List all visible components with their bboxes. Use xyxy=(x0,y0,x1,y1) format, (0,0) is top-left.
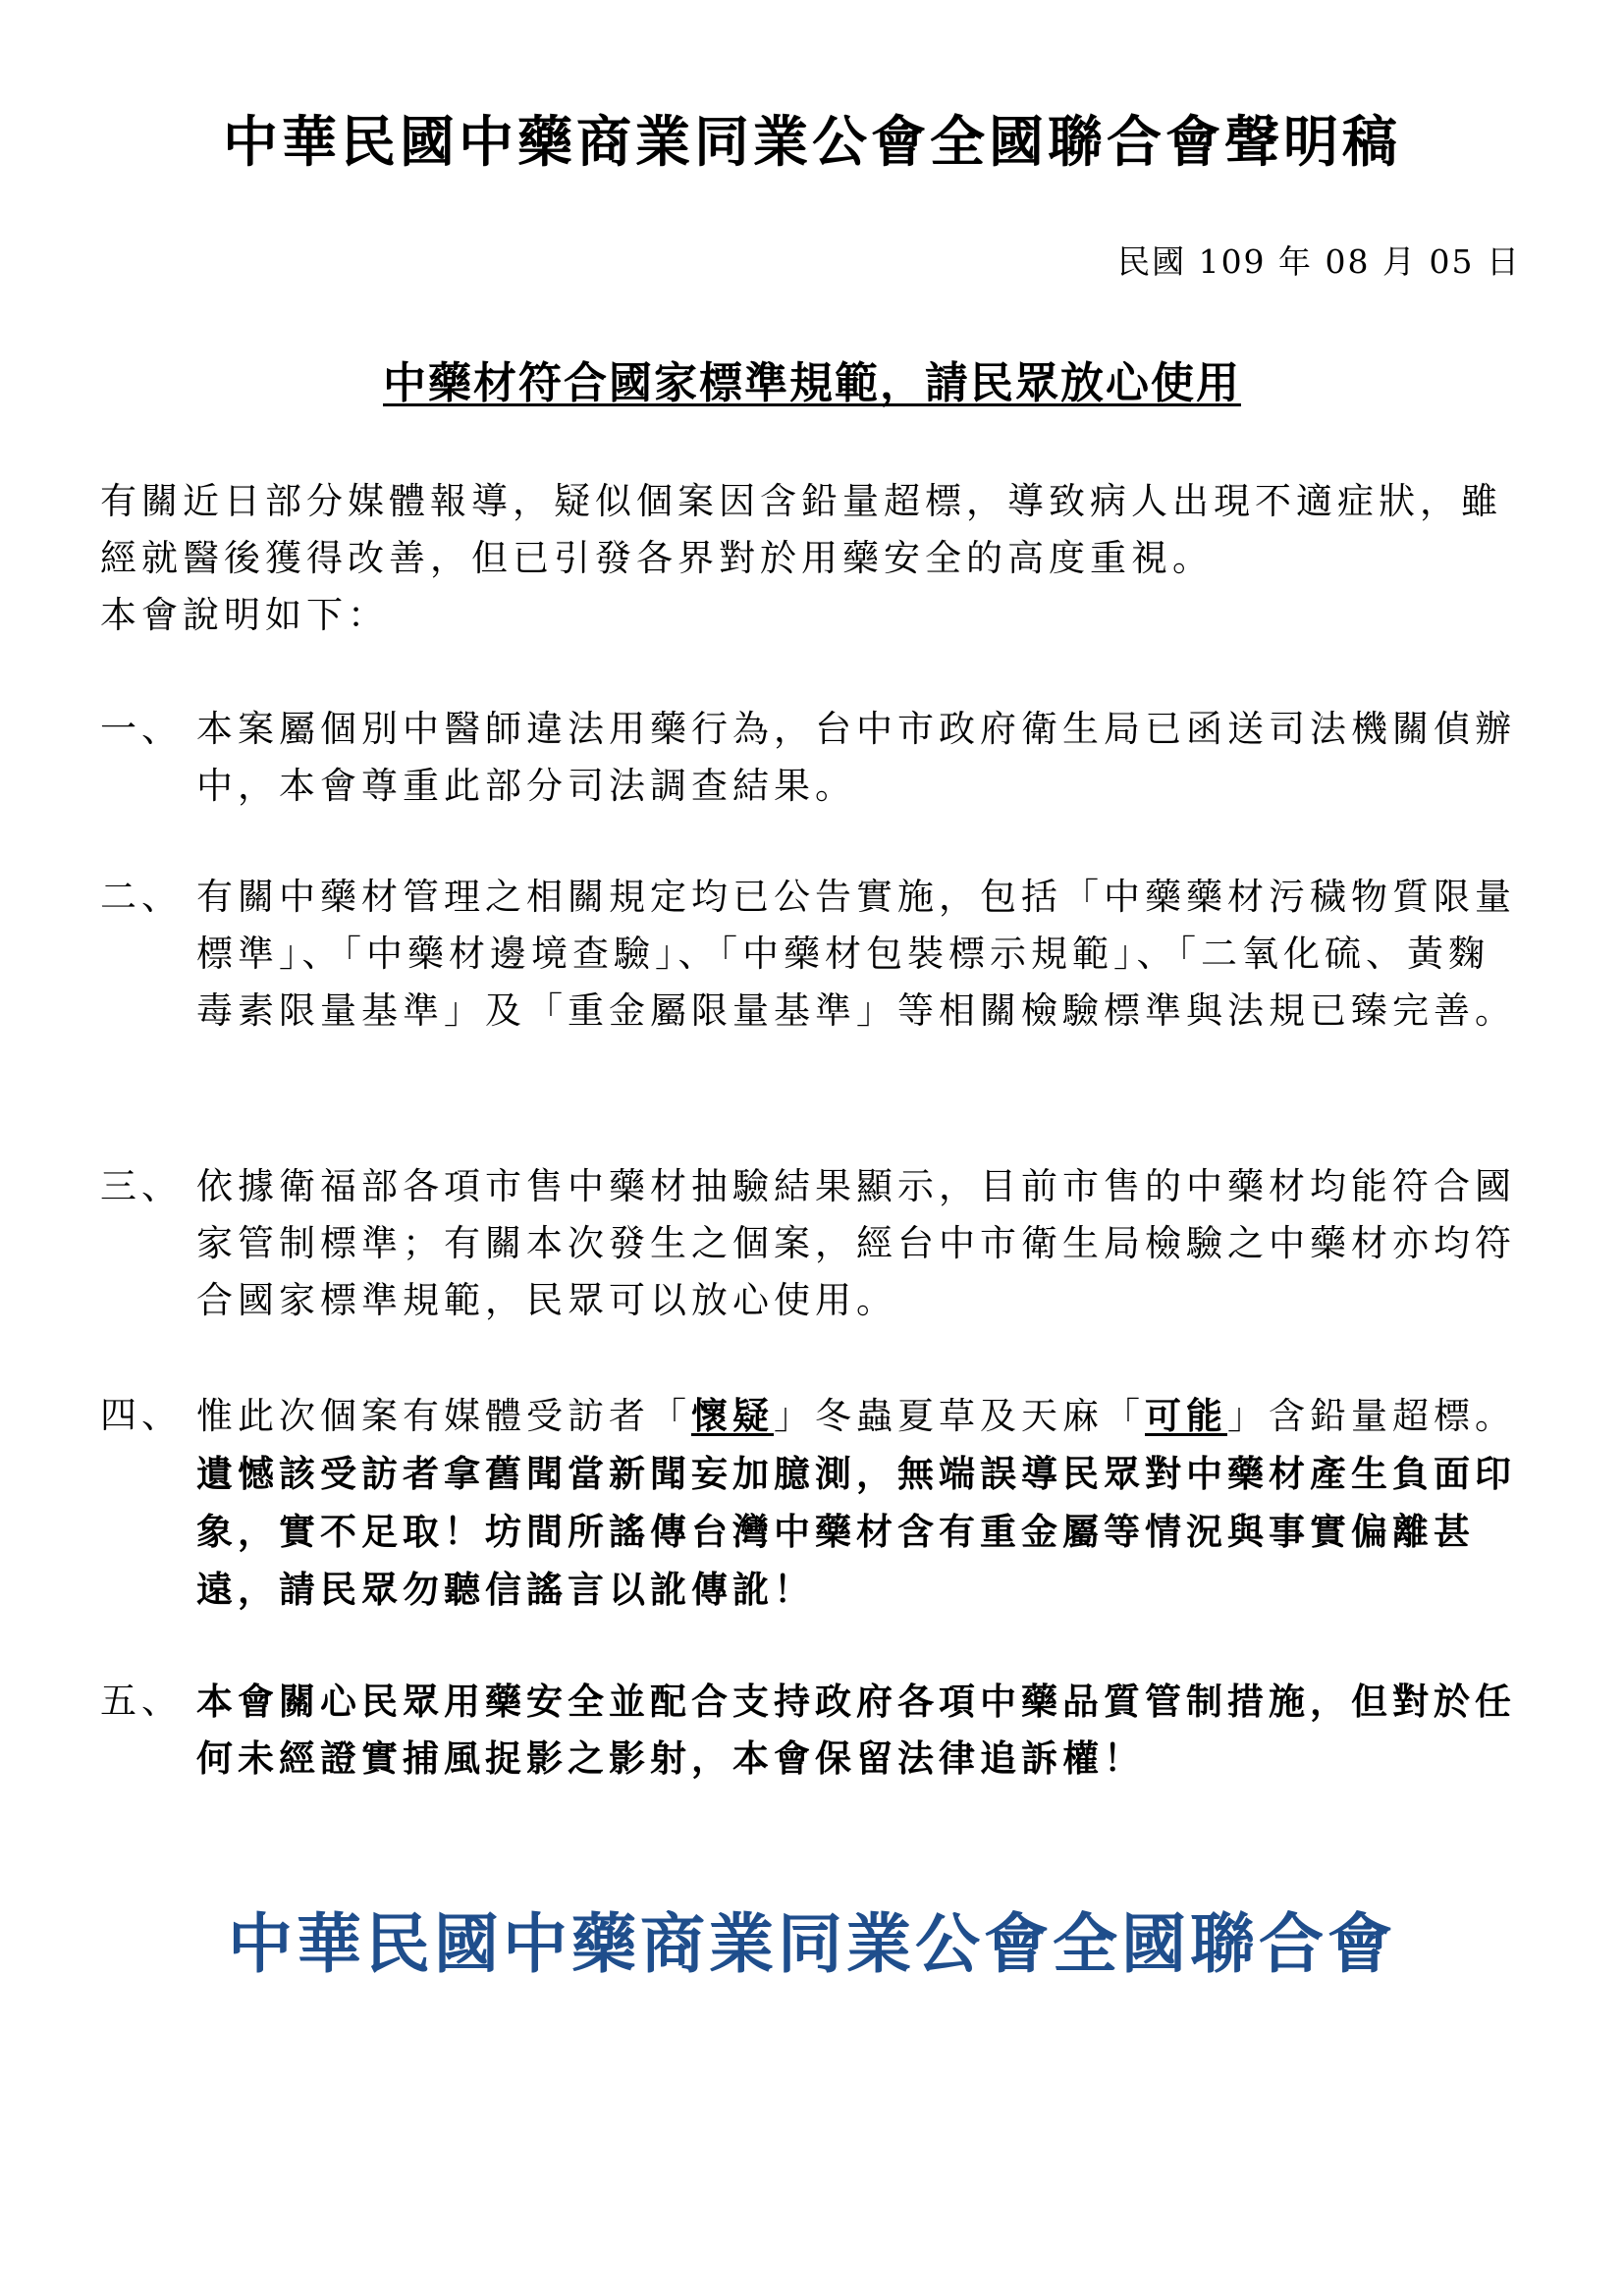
item-bold-text: 遺憾該受訪者拿舊聞當新聞妄加臆測，無端誤導民眾對中藥材產生負面印象，實不足取！坊間所謠傳台灣中藥材含有重金屬等情況與事實偏離甚遠，請民眾勿聽信謠言以訛傳訛！ xyxy=(196,1452,1516,1611)
item-text-part: 」冬蟲夏草及天麻「 xyxy=(774,1395,1145,1437)
statement-item-5 xyxy=(100,1673,1534,1787)
statement-item-2 xyxy=(100,869,1534,1040)
item-number: 一、 xyxy=(100,708,183,750)
signature-organization: 中華民國中藥商業同業公會全國聯合會 xyxy=(228,1905,1396,1982)
underlined-word: 可能 xyxy=(1145,1394,1227,1437)
item-text: 依據衛福部各項市售中藥材抽驗結果顯示，目前市售的中藥材均能符合國家管制標準；有關本次發生之個案，經台中市衛生局檢驗之中藥材亦均符合國家標準規範，民眾可以放心使用。 xyxy=(196,1165,1516,1321)
document-subtitle xyxy=(0,351,1624,416)
item-number: 二、 xyxy=(100,876,183,918)
item-number: 三、 xyxy=(100,1165,183,1207)
item-text xyxy=(196,1387,1527,1619)
item-text-part: 」含鉛量超標。 xyxy=(1227,1395,1516,1437)
statement-item-4 xyxy=(100,1387,1534,1619)
statement-item-1 xyxy=(100,701,1534,815)
item-number: 五、 xyxy=(100,1680,183,1722)
item-bold-text: 本會關心民眾用藥安全並配合支持政府各項中藥品質管制措施，但對於任何未經證實捕風捉影之影射，本會保留法律追訴權！ xyxy=(196,1680,1516,1780)
statement-item-3 xyxy=(100,1158,1534,1329)
intro-line: 有關近日部分媒體報導，疑似個案因含鉛量超標，導致病人出現不適症狀，雖經就醫後獲得改善，但已引發各界對於用藥安全的高度重視。 xyxy=(100,480,1502,579)
item-text: 本案屬個別中醫師違法用藥行為，台中市政府衛生局已函送司法機關偵辦中，本會尊重此部分司法調查結果。 xyxy=(196,708,1516,807)
intro-paragraph xyxy=(100,473,1524,644)
item-number: 四、 xyxy=(100,1394,183,1436)
item-text: 有關中藥材管理之相關規定均已公告實施，包括「中藥藥材污穢物質限量標準」、「中藥材邊境查驗」、「中藥材包裝標示規範」、「二氧化硫、黃麴毒素限量基準」及「重金屬限量基準」等相關檢驗標準與法規已臻完善。 xyxy=(196,876,1516,1032)
intro-line-explanation: 本會說明如下： xyxy=(100,594,389,636)
document-title: 中華民國中藥商業同業公會全國聯合會聲明稿 xyxy=(223,110,1401,175)
item-text-part: 惟此次個案有媒體受訪者「 xyxy=(196,1395,691,1437)
document-date: 民國 109 年 08 月 05 日 xyxy=(1117,242,1521,281)
underlined-word: 懷疑 xyxy=(691,1394,774,1437)
subtitle-text: 中藥材符合國家標準規範，請民眾放心使用 xyxy=(383,358,1241,408)
